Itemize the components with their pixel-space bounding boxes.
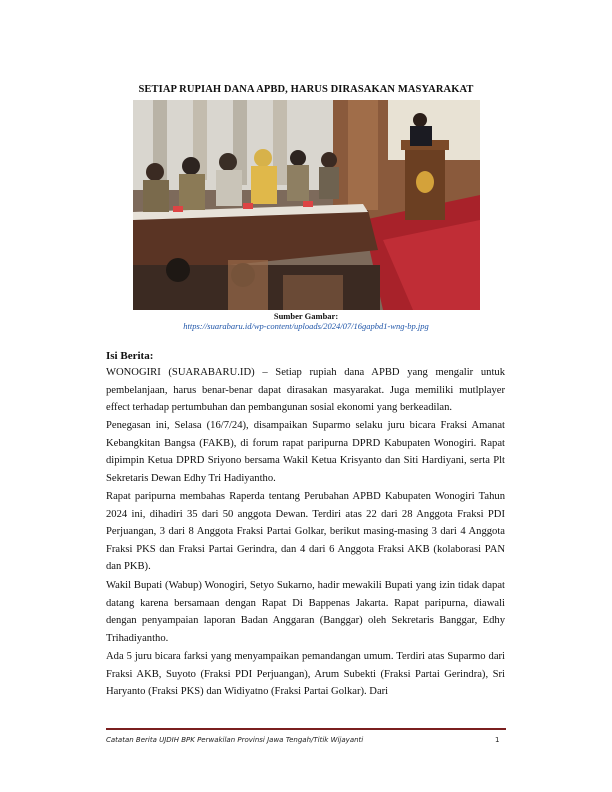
body-paragraph-4: Wakil Bupati (Wabup) Wonogiri, Setyo Sukarno, hadir mewakili Bupati yang izin tidak dapat datang karena bersamaan dengan Rapat Di Bappenas Jakarta. Rapat paripurna, diawali dengan penyampaian laporan Badan Anggaran (Banggar) oleh Sekretaris Banggar, Edhy Trihadiyantho. xyxy=(106,580,505,644)
footer-divider xyxy=(106,728,506,730)
news-photo xyxy=(133,100,480,310)
page-number: 1 xyxy=(495,736,500,744)
body-paragraph-5: Ada 5 juru bicara farksi yang menyampaikan pemandangan umum. Terdiri atas Suparmo dari Fraksi AKB, Suyoto (Fraksi PDI Perjuangan), Arum Subekti (Fraksi Partai Gerindra), Sri Haryanto (Fraksi PKS) dan Widiyatno (Fraksi Partai Golkar). Dari xyxy=(106,651,505,698)
section-heading: Isi Berita: xyxy=(106,350,154,362)
body-paragraph-3: Rapat paripurna membahas Raperda tentang Perubahan APBD Kabupaten Wonogiri Tahun 2024 ini, dihadiri 35 dari 50 anggota Dewan. Terdiri atas 22 dari 28 Anggota Fraksi PDI Perjuangan, 3 dari 8 Anggota Fraksi Partai Golkar, berikut masing-masing 3 dari 4 Anggota Fraksi PKS dan Fraksi Partai Gerindra, dan 4 dari 6 Anggota Fraksi AKB (kolaborasi PAN dan PKB). xyxy=(106,491,505,573)
body-paragraph-1: WONOGIRI (SUARABARU.ID) – Setiap rupiah dana APBD yang mengalir untuk pembelanjaan, harus benar-benar dapat dirasakan masyarakat. Juga memiliki mutlplayer effect terhadap pertumbuhan dan pembangunan sosial ekonomi yang berkeadilan. xyxy=(106,367,505,414)
body-paragraph-2: Penegasan ini, Selasa (16/7/24), disampaikan Suparmo selaku juru bicara Fraksi Amanat Kebangkitan Bangsa (FAKB), di forum rapat paripurna DPRD Kabupaten Wonogiri. Rapat dipimpin Ketua DPRD Sriyono bersama Wakil Ketua Krisyanto dan Siti Hardiyani, serta Plt Sekretaris Dewan Edhy Tri Hadiyantho. xyxy=(106,420,505,484)
document-title: SETIAP RUPIAH DANA APBD, HARUS DIRASAKAN MASYARAKAT xyxy=(138,84,474,95)
footer-text: Catatan Berita UJDIH BPK Perwakilan Provinsi Jawa Tengah/Titik Wijayanti xyxy=(106,736,364,744)
figure-caption-label: Sumber Gambar: xyxy=(273,311,339,321)
figure-source-link[interactable]: https://suarabaru.id/wp-content/uploads/2024/07/16gapbd1-wng-bp.jpg xyxy=(183,321,429,331)
